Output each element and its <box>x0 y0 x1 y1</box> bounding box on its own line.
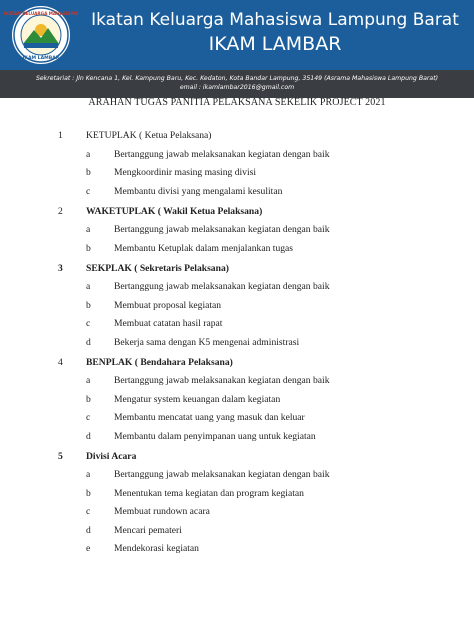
org-short-name: IKAM LAMBAR <box>208 33 342 55</box>
task-text: Membuat proposal kegiatan <box>114 299 222 311</box>
ikam-lambar-logo <box>3 4 79 66</box>
section-number: 4 <box>58 356 63 368</box>
task-letter: b <box>86 393 91 405</box>
task-letter: a <box>86 148 91 160</box>
task-text: Membuat rundown acara <box>114 506 210 517</box>
task-text: Membantu Ketuplak dalam menjalankan tugas <box>114 242 294 254</box>
section-number: 2 <box>58 205 63 217</box>
task-text: Bertanggung jawab melaksanakan kegiatan dengan baik <box>114 224 330 235</box>
task-text: Bertanggung jawab melaksanakan kegiatan dengan baik <box>114 148 330 160</box>
task-letter: a <box>86 469 91 480</box>
svg-text:IKAM LAMBAR: IKAM LAMBAR <box>22 56 60 61</box>
email-line: email : ikamlambar2016@gmail.com <box>179 84 295 91</box>
task-letter: b <box>86 487 91 499</box>
task-text: Mendekorasi kegiatan <box>114 543 199 554</box>
task-letter: d <box>86 430 91 442</box>
address-line: Sekretariat : Jln Kencana 1, Kel. Kampung Baru, Kec. Kedaton, Kota Bandar Lampung, 35149 (Asrama Mahasiswa Lampung Barat) <box>35 75 439 82</box>
task-letter: c <box>86 318 91 329</box>
task-letter: c <box>86 185 91 197</box>
section-number: 5 <box>58 450 63 462</box>
svg-text:IKATAN KELUARGA MAHASISWA: IKATAN KELUARGA MAHASISWA <box>3 11 79 16</box>
task-letter: a <box>86 375 91 386</box>
task-text: Mengkoordinir masing masing divisi <box>114 167 257 178</box>
task-text: Membantu divisi yang mengalami kesulitan <box>114 185 283 197</box>
task-text: Mencari pemateri <box>114 524 182 536</box>
task-text: Bekerja sama dengan K5 mengenai administrasi <box>114 336 300 348</box>
task-letter: d <box>86 524 91 536</box>
task-letter: b <box>86 242 91 254</box>
task-letter: e <box>86 543 91 554</box>
section-title: BENPLAK ( Bendahara Pelaksana) <box>86 356 233 368</box>
section-title: SEKPLAK ( Sekretaris Pelaksana) <box>86 262 229 274</box>
task-letter: a <box>86 224 91 235</box>
task-letter: b <box>86 167 91 178</box>
task-letter: d <box>86 336 91 348</box>
address-bar <box>0 70 474 98</box>
task-letter: c <box>86 412 91 423</box>
section-title: Divisi Acara <box>86 450 137 462</box>
section-number: 3 <box>58 262 63 274</box>
task-text: Bertanggung jawab melaksanakan kegiatan dengan baik <box>114 375 330 386</box>
org-name: Ikatan Keluarga Mahasiswa Lampung Barat <box>91 10 459 30</box>
task-text: Membantu mencatat uang yang masuk dan keluar <box>114 412 305 423</box>
task-letter: c <box>86 506 91 517</box>
task-text: Bertanggung jawab melaksanakan kegiatan dengan baik <box>114 281 330 292</box>
letterhead <box>0 0 474 70</box>
task-text: Menentukan tema kegiatan dan program kegiatan <box>114 487 304 499</box>
section-number: 1 <box>58 130 63 141</box>
task-text: Mengatur system keuangan dalam kegiatan <box>114 393 281 405</box>
task-letter: b <box>86 299 91 311</box>
document-title: ARAHAN TUGAS PANITIA PELAKSANA SEKELIK PROJECT 2021 <box>88 97 386 108</box>
task-text: Bertanggung jawab melaksanakan kegiatan dengan baik <box>114 469 330 480</box>
task-text: Membuat catatan hasil rapat <box>114 318 223 329</box>
task-letter: a <box>86 281 91 292</box>
mountain-emblem-icon <box>3 6 79 64</box>
section-title: WAKETUPLAK ( Wakil Ketua Pelaksana) <box>86 205 263 217</box>
task-text: Membantu dalam penyimpanan uang untuk kegiatan <box>114 430 316 442</box>
section-title: KETUPLAK ( Ketua Pelaksana) <box>86 130 212 141</box>
